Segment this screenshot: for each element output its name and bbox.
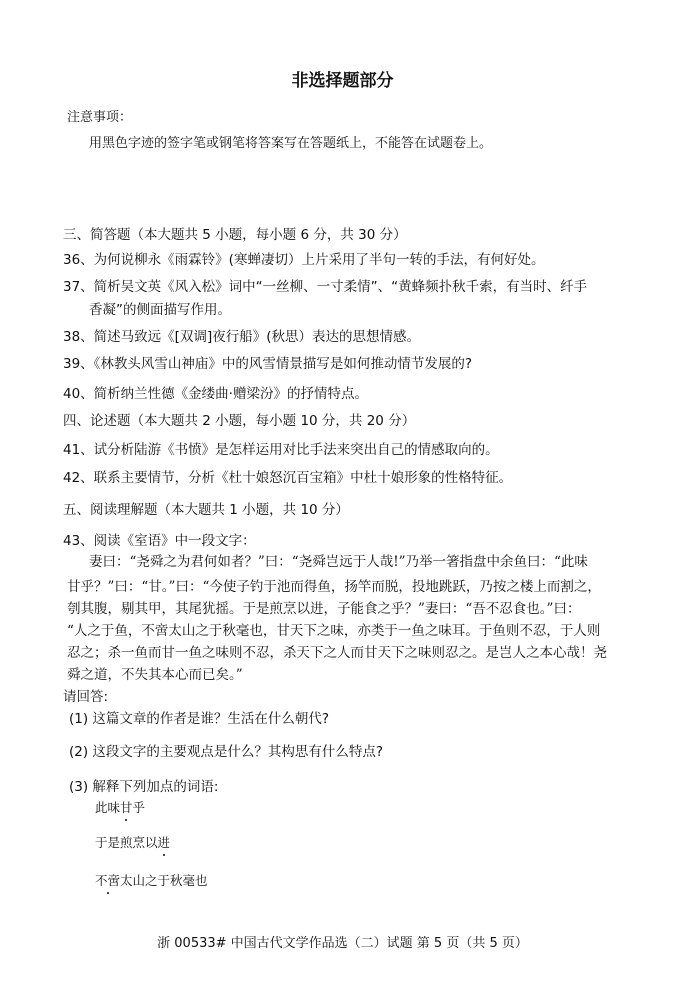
section-heading-essay: 四、论述题（本大题共 2 小题，每小题 10 分，共 20 分）: [63, 413, 416, 429]
dotted-term-text: 进: [157, 835, 171, 850]
notice-heading: 注意事项：: [67, 110, 133, 125]
section-heading-short-answer: 三、简答题（本大题共 5 小题，每小题 6 分，共 30 分）: [63, 227, 407, 243]
passage-line: 舜之道，不失其本心而已矣。”: [67, 667, 243, 683]
term-2: [95, 833, 170, 851]
term-1: [95, 798, 145, 816]
question-41: 41、试分析陆游《书愤》是怎样运用对比手法来突出自己的情感取向的。: [63, 442, 499, 458]
answer-prompt: 请回答:: [63, 689, 109, 705]
sub-question-1: (1) 这篇文章的作者是谁？生活在什么朝代?: [69, 711, 330, 727]
question-36: 36、为何说柳永《雨霖铃》(寒蝉凄切）上片采用了半句一转的手法，有何好处。: [63, 252, 545, 268]
term-text: 于是煎烹以: [95, 835, 158, 850]
question-38: 38、简述马致远《[双调]夜行船》(秋思）表达的思想情感。: [63, 329, 420, 345]
page-footer: 浙 00533# 中国古代文学作品选（二）试题 第 5 页（共 5 页）: [157, 936, 528, 951]
notice-body: 用黑色字迹的签字笔或钢笔将答案写在答题纸上，不能答在试题卷上。: [89, 136, 493, 151]
sub-question-2: (2) 这段文字的主要观点是什么？其构思有什么特点?: [69, 744, 384, 760]
sub-question-3: (3) 解释下列加点的词语:: [69, 779, 219, 795]
question-43: 43、阅读《室语》中一段文字：: [63, 533, 256, 549]
term-text: 此味: [95, 800, 121, 815]
dotted-term-text: 不啻: [95, 873, 121, 888]
passage-line: 忍之；杀一鱼而甘一鱼之味则不忍，杀天下之人而甘天下之味则忍之。是岂人之本心哉！尧: [67, 645, 607, 661]
passage-line: 刳其腹，剔其甲，其尾犹摇。于是煎烹以进，子能食之乎？”妻曰：“吾不忍食也。”曰：: [67, 601, 581, 617]
passage-line: 妻曰：“尧舜之为君何如者？”曰：“尧舜岂远于人哉!”乃举一箸指盘中余鱼曰：“此味: [89, 554, 588, 570]
page-title: 非选择题部分: [291, 71, 394, 91]
term-text: 乎: [132, 800, 146, 815]
question-39: 39、《林教头风雪山神庙》中的风雪情景描写是如何推动情节发展的?: [63, 356, 473, 372]
question-42: 42、联系主要情节，分析《杜十娘怒沉百宝箱》中杜十娘形象的性格特征。: [63, 470, 513, 486]
question-40: 40、简析纳兰性德《金缕曲·赠梁汾》的抒情特点。: [63, 386, 368, 402]
term-3: [95, 871, 208, 889]
passage-line: “人之于鱼，不啻太山之于秋毫也，甘天下之味，亦类于一鱼之味耳。于鱼则不忍，于人则: [67, 623, 601, 639]
dotted-term-text: 甘: [120, 800, 133, 815]
question-37-line-2: 香凝”的侧面描写作用。: [89, 302, 231, 318]
term-text: 太山之于秋毫也: [120, 873, 208, 888]
passage-line: 甘乎？”曰：“甘。”曰：“今使子钓于池而得鱼，扬竿而脱，投地跳跃，乃按之楼上而割之，: [67, 579, 601, 595]
question-37-line-1: 37、简析吴文英《风入松》词中“一丝柳、一寸柔情”、“黄蜂频扑秋千索，有当时、纤手: [63, 279, 588, 295]
section-heading-reading: 五、阅读理解题（本大题共 1 小题，共 10 分）: [63, 502, 349, 518]
